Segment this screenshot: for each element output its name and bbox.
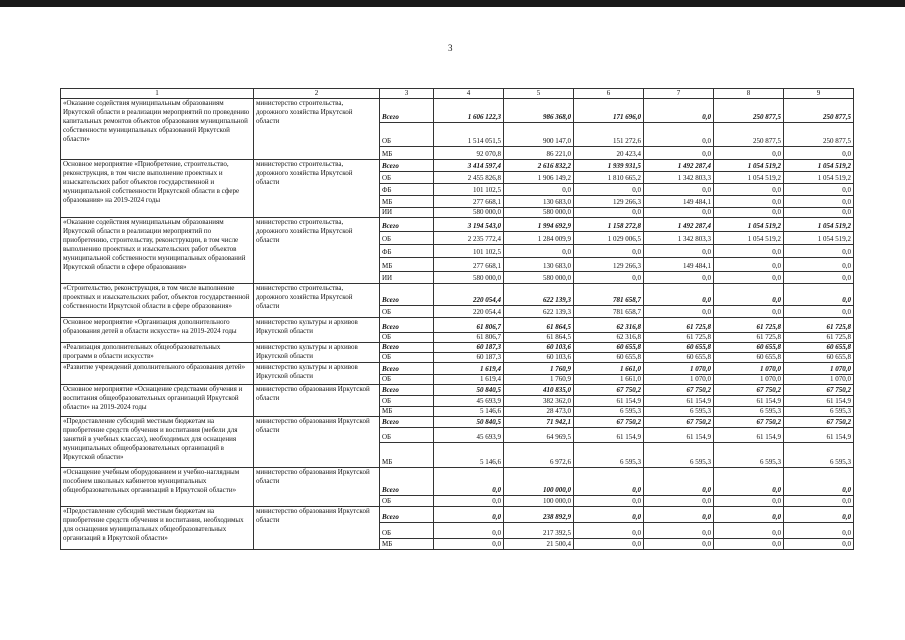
amount-cell: 1 070,0 — [714, 363, 784, 375]
amount-cell: 60 655,8 — [574, 343, 644, 353]
amount-cell: 101 102,5 — [434, 184, 504, 196]
amount-cell: 149 484,1 — [644, 196, 714, 208]
amount-cell: 100 000,0 — [504, 496, 574, 507]
amount-cell: 92 070,8 — [434, 147, 504, 160]
amount-cell: 1 661,0 — [574, 375, 644, 385]
responsible-executor: министерство строительства, дорожного хозяйства Иркутской области — [254, 99, 380, 160]
amount-cell: 0,0 — [714, 284, 784, 306]
table-row — [61, 318, 854, 333]
amount-cell: 1 054 519,2 — [714, 160, 784, 172]
amount-cell: 622 139,3 — [504, 284, 574, 306]
amount-cell: 1 284 009,9 — [504, 232, 574, 245]
amount-cell: 0,0 — [434, 496, 504, 507]
responsible-executor: министерство культуры и архивов Иркутской области — [254, 343, 380, 363]
amount-cell: 171 696,0 — [574, 99, 644, 123]
amount-cell: 0,0 — [784, 272, 854, 284]
amount-cell: 6 595,3 — [644, 407, 714, 417]
amount-cell: 6 595,3 — [574, 407, 644, 417]
amount-cell: 0,0 — [714, 147, 784, 160]
amount-cell: 60 655,8 — [714, 353, 784, 363]
amount-cell: 0,0 — [574, 208, 644, 218]
activity-description: Основное мероприятие «Организация дополнительного образования детей в области искусств» на 2019-2024 годы — [61, 318, 254, 343]
amount-cell: 61 154,9 — [714, 428, 784, 443]
funding-source: Всего — [380, 343, 434, 353]
amount-cell: 67 750,2 — [714, 385, 784, 396]
amount-cell: 238 892,9 — [504, 507, 574, 523]
funding-source: ИИ — [380, 208, 434, 218]
amount-cell: 0,0 — [784, 147, 854, 160]
amount-cell: 1 514 051,5 — [434, 123, 504, 147]
amount-cell: 0,0 — [714, 539, 784, 550]
amount-cell: 61 154,9 — [574, 428, 644, 443]
amount-cell: 1 906 149,2 — [504, 172, 574, 184]
amount-cell: 0,0 — [644, 99, 714, 123]
amount-cell: 0,0 — [644, 496, 714, 507]
funding-source: Всего — [380, 284, 434, 306]
amount-cell: 410 835,0 — [504, 385, 574, 396]
amount-cell: 60 187,3 — [434, 343, 504, 353]
amount-cell: 6 595,3 — [714, 407, 784, 417]
amount-cell: 0,0 — [714, 523, 784, 539]
amount-cell: 6 595,3 — [644, 443, 714, 468]
amount-cell: 1 760,9 — [504, 363, 574, 375]
column-header: 9 — [784, 89, 854, 99]
table-body — [61, 89, 854, 550]
amount-cell: 61 154,9 — [644, 428, 714, 443]
funding-source: ОБ — [380, 353, 434, 363]
table-row — [61, 363, 854, 375]
funding-source: МБ — [380, 147, 434, 160]
amount-cell: 1 070,0 — [784, 363, 854, 375]
funding-source: МБ — [380, 539, 434, 550]
amount-cell: 0,0 — [644, 306, 714, 318]
amount-cell: 6 595,3 — [574, 443, 644, 468]
amount-cell: 61 154,9 — [714, 396, 784, 407]
activity-description: «Строительство, реконструкция, в том числе выполнение проектных и изыскательских работ, объектов государственной собственности Иркутской области в сфере образования» — [61, 284, 254, 318]
amount-cell: 2 455 826,8 — [434, 172, 504, 184]
amount-cell: 60 655,8 — [644, 343, 714, 353]
amount-cell: 64 969,5 — [504, 428, 574, 443]
amount-cell: 0,0 — [714, 496, 784, 507]
funding-source: Всего — [380, 318, 434, 333]
amount-cell: 0,0 — [644, 184, 714, 196]
amount-cell: 1 070,0 — [644, 375, 714, 385]
amount-cell: 0,0 — [574, 272, 644, 284]
amount-cell: 71 942,1 — [504, 417, 574, 428]
amount-cell: 0,0 — [714, 507, 784, 523]
responsible-executor: министерство образования Иркутской области — [254, 417, 380, 468]
funding-source: МБ — [380, 407, 434, 417]
funding-source: Всего — [380, 363, 434, 375]
funding-source: ОБ — [380, 232, 434, 245]
amount-cell: 0,0 — [714, 184, 784, 196]
table-row — [61, 343, 854, 353]
amount-cell: 0,0 — [574, 184, 644, 196]
amount-cell: 61 154,9 — [574, 396, 644, 407]
funding-source: Всего — [380, 218, 434, 232]
amount-cell: 0,0 — [644, 147, 714, 160]
amount-cell: 277 668,1 — [434, 196, 504, 208]
amount-cell: 0,0 — [644, 523, 714, 539]
activity-description: «Оказание содействия муниципальным образованиям Иркутской области в реализации мероприятий по проведению капитальных ремонтов объектов образования муниципальной собственности муниципальных образований Иркутской области» — [61, 99, 254, 160]
amount-cell: 1 342 803,3 — [644, 172, 714, 184]
amount-cell: 277 668,1 — [434, 258, 504, 272]
page-number: 3 — [448, 43, 453, 53]
amount-cell: 0,0 — [784, 258, 854, 272]
amount-cell: 1 054 519,2 — [784, 160, 854, 172]
amount-cell: 5 146,6 — [434, 407, 504, 417]
column-header: 7 — [644, 89, 714, 99]
amount-cell: 1 760,9 — [504, 375, 574, 385]
amount-cell: 60 655,8 — [574, 353, 644, 363]
amount-cell: 61 806,7 — [434, 333, 504, 343]
funding-source: ФБ — [380, 245, 434, 258]
amount-cell: 0,0 — [784, 184, 854, 196]
amount-cell: 250 877,5 — [714, 123, 784, 147]
amount-cell: 61 725,8 — [784, 333, 854, 343]
table-row — [61, 417, 854, 428]
amount-cell: 1 342 803,3 — [644, 232, 714, 245]
amount-cell: 0,0 — [644, 539, 714, 550]
amount-cell: 61 154,9 — [644, 396, 714, 407]
table-row — [61, 218, 854, 232]
amount-cell: 0,0 — [434, 507, 504, 523]
amount-cell: 0,0 — [784, 245, 854, 258]
funding-source: Всего — [380, 160, 434, 172]
amount-cell: 1 492 287,4 — [644, 218, 714, 232]
amount-cell: 1 054 519,2 — [784, 232, 854, 245]
funding-source: ОБ — [380, 333, 434, 343]
amount-cell: 0,0 — [574, 523, 644, 539]
funding-source: Всего — [380, 468, 434, 496]
activity-description: «Оснащение учебным оборудованием и учебно-наглядным пособием школьных кабинетов муниципальных общеобразовательных организаций в Иркутской области» — [61, 468, 254, 507]
amount-cell: 0,0 — [644, 507, 714, 523]
amount-cell: 100 000,0 — [504, 468, 574, 496]
activity-description: «Оказание содействия муниципальным образованиям Иркутской области в реализации мероприятий по приобретению, строительству, реконструкции, в том числе выполнению проектных и изыскательских работ объектов муниципальной собственности муниципальных образований Иркутской области в сфере образования» — [61, 218, 254, 284]
activity-description: Основное мероприятие «Приобретение, строительство, реконструкция, в том числе выполнение проектных и изыскательских работ объектов государственной и муниципальной собственности Иркутской области в сфере образования» на 2019-2024 годы — [61, 160, 254, 218]
amount-cell: 61 725,8 — [644, 333, 714, 343]
amount-cell: 67 750,2 — [574, 417, 644, 428]
budget-table — [60, 88, 854, 550]
amount-cell: 129 266,3 — [574, 258, 644, 272]
amount-cell: 1 994 692,9 — [504, 218, 574, 232]
table-row — [61, 385, 854, 396]
column-header: 2 — [254, 89, 380, 99]
amount-cell: 1 070,0 — [784, 375, 854, 385]
amount-cell: 1 492 287,4 — [644, 160, 714, 172]
amount-cell: 67 750,2 — [784, 385, 854, 396]
amount-cell: 2 616 832,2 — [504, 160, 574, 172]
top-border-bar — [0, 0, 905, 7]
amount-cell: 0,0 — [784, 496, 854, 507]
amount-cell: 0,0 — [784, 306, 854, 318]
activity-description: «Предоставление субсидий местным бюджетам на приобретение средств обучения и воспитания (мебели для занятий в учебных классах), необходимых для оснащения муниципальных общеобразовательных организаций в Иркутской области» — [61, 417, 254, 468]
amount-cell: 0,0 — [644, 208, 714, 218]
amount-cell: 0,0 — [434, 539, 504, 550]
amount-cell: 580 000,0 — [434, 272, 504, 284]
amount-cell: 0,0 — [644, 468, 714, 496]
amount-cell: 1 054 519,2 — [784, 218, 854, 232]
amount-cell: 0,0 — [714, 196, 784, 208]
amount-cell: 62 316,8 — [574, 318, 644, 333]
funding-source: МБ — [380, 443, 434, 468]
activity-description: «Реализация дополнительных общеобразовательных программ в области искусств» — [61, 343, 254, 363]
amount-cell: 1 619,4 — [434, 375, 504, 385]
amount-cell: 1 054 519,2 — [714, 172, 784, 184]
amount-cell: 580 000,0 — [504, 208, 574, 218]
column-header: 1 — [61, 89, 254, 99]
amount-cell: 6 595,3 — [784, 407, 854, 417]
amount-cell: 250 877,5 — [714, 99, 784, 123]
amount-cell: 0,0 — [784, 507, 854, 523]
activity-description: «Развитие учреждений дополнительного образования детей» — [61, 363, 254, 385]
amount-cell: 28 473,0 — [504, 407, 574, 417]
amount-cell: 20 423,4 — [574, 147, 644, 160]
amount-cell: 60 655,8 — [644, 353, 714, 363]
amount-cell: 5 146,6 — [434, 443, 504, 468]
table-row — [61, 507, 854, 523]
amount-cell: 0,0 — [574, 496, 644, 507]
amount-cell: 220 054,4 — [434, 306, 504, 318]
amount-cell: 61 725,8 — [714, 333, 784, 343]
funding-source: Всего — [380, 417, 434, 428]
amount-cell: 382 362,0 — [504, 396, 574, 407]
responsible-executor: министерство образования Иркутской области — [254, 468, 380, 507]
column-header: 5 — [504, 89, 574, 99]
amount-cell: 1 054 519,2 — [714, 218, 784, 232]
amount-cell: 101 102,5 — [434, 245, 504, 258]
amount-cell: 0,0 — [714, 468, 784, 496]
amount-cell: 60 655,8 — [784, 343, 854, 353]
amount-cell: 50 840,5 — [434, 417, 504, 428]
funding-source: ФБ — [380, 184, 434, 196]
amount-cell: 0,0 — [784, 468, 854, 496]
amount-cell: 45 693,9 — [434, 396, 504, 407]
amount-cell: 3 194 543,0 — [434, 218, 504, 232]
amount-cell: 0,0 — [574, 507, 644, 523]
amount-cell: 0,0 — [784, 539, 854, 550]
amount-cell: 60 103,6 — [504, 343, 574, 353]
table-row — [61, 284, 854, 306]
responsible-executor: министерство образования Иркутской области — [254, 507, 380, 550]
amount-cell: 0,0 — [574, 468, 644, 496]
column-header: 8 — [714, 89, 784, 99]
responsible-executor: министерство строительства, дорожного хозяйства Иркутской области — [254, 160, 380, 218]
amount-cell: 0,0 — [784, 523, 854, 539]
amount-cell: 1 661,0 — [574, 363, 644, 375]
amount-cell: 0,0 — [644, 123, 714, 147]
amount-cell: 0,0 — [714, 272, 784, 284]
funding-source: ОБ — [380, 496, 434, 507]
amount-cell: 0,0 — [714, 245, 784, 258]
amount-cell: 622 139,3 — [504, 306, 574, 318]
amount-cell: 6 595,3 — [784, 443, 854, 468]
amount-cell: 0,0 — [784, 208, 854, 218]
funding-source: МБ — [380, 258, 434, 272]
amount-cell: 1 939 931,5 — [574, 160, 644, 172]
amount-cell: 61 725,8 — [784, 318, 854, 333]
amount-cell: 250 877,5 — [784, 123, 854, 147]
amount-cell: 151 272,6 — [574, 123, 644, 147]
amount-cell: 61 806,7 — [434, 318, 504, 333]
amount-cell: 900 147,0 — [504, 123, 574, 147]
amount-cell: 0,0 — [504, 184, 574, 196]
amount-cell: 0,0 — [784, 196, 854, 208]
amount-cell: 580 000,0 — [434, 208, 504, 218]
funding-source: ОБ — [380, 428, 434, 443]
amount-cell: 1 606 122,3 — [434, 99, 504, 123]
amount-cell: 61 725,8 — [714, 318, 784, 333]
amount-cell: 60 187,3 — [434, 353, 504, 363]
amount-cell: 60 103,6 — [504, 353, 574, 363]
funding-source: Всего — [380, 385, 434, 396]
amount-cell: 61 154,9 — [784, 428, 854, 443]
responsible-executor: министерство строительства, дорожного хозяйства Иркутской области — [254, 284, 380, 318]
amount-cell: 60 655,8 — [714, 343, 784, 353]
amount-cell: 2 235 772,4 — [434, 232, 504, 245]
funding-source: ОБ — [380, 396, 434, 407]
amount-cell: 1 619,4 — [434, 363, 504, 375]
amount-cell: 45 693,9 — [434, 428, 504, 443]
responsible-executor: министерство строительства, дорожного хозяйства Иркутской области — [254, 218, 380, 284]
amount-cell: 0,0 — [434, 468, 504, 496]
amount-cell: 0,0 — [504, 245, 574, 258]
amount-cell: 1 070,0 — [644, 363, 714, 375]
amount-cell: 0,0 — [714, 258, 784, 272]
amount-cell: 580 000,0 — [504, 272, 574, 284]
amount-cell: 1 810 665,2 — [574, 172, 644, 184]
funding-source: Всего — [380, 99, 434, 123]
activity-description: «Предоставление субсидий местным бюджетам на приобретение средств обучения и воспитания, необходимых для оснащения муниципальных общеобразовательных организаций в Иркутской области» — [61, 507, 254, 550]
amount-cell: 0,0 — [644, 272, 714, 284]
amount-cell: 62 316,8 — [574, 333, 644, 343]
amount-cell: 0,0 — [574, 539, 644, 550]
funding-source: МБ — [380, 196, 434, 208]
amount-cell: 67 750,2 — [644, 385, 714, 396]
amount-cell: 986 368,0 — [504, 99, 574, 123]
column-header: 4 — [434, 89, 504, 99]
funding-source: ОБ — [380, 306, 434, 318]
amount-cell: 1 054 519,2 — [784, 172, 854, 184]
amount-cell: 67 750,2 — [574, 385, 644, 396]
responsible-executor: министерство культуры и архивов Иркутской области — [254, 363, 380, 385]
amount-cell: 0,0 — [574, 245, 644, 258]
funding-source: Всего — [380, 507, 434, 523]
amount-cell: 220 054,4 — [434, 284, 504, 306]
amount-cell: 149 484,1 — [644, 258, 714, 272]
column-number-row — [61, 89, 854, 99]
funding-source: ОБ — [380, 375, 434, 385]
amount-cell: 130 683,0 — [504, 258, 574, 272]
amount-cell: 61 725,8 — [644, 318, 714, 333]
amount-cell: 6 595,3 — [714, 443, 784, 468]
amount-cell: 0,0 — [784, 284, 854, 306]
amount-cell: 0,0 — [644, 245, 714, 258]
amount-cell: 130 683,0 — [504, 196, 574, 208]
table-row — [61, 468, 854, 496]
funding-source: ОБ — [380, 123, 434, 147]
amount-cell: 0,0 — [714, 208, 784, 218]
funding-source: ОБ — [380, 172, 434, 184]
amount-cell: 1 054 519,2 — [714, 232, 784, 245]
amount-cell: 61 864,5 — [504, 318, 574, 333]
amount-cell: 1 029 006,5 — [574, 232, 644, 245]
table-row — [61, 99, 854, 123]
responsible-executor: министерство образования Иркутской области — [254, 385, 380, 417]
activity-description: Основное мероприятие «Оснащение средствами обучения и воспитания общеобразовательных организаций Иркутской области» на 2019-2024 годы — [61, 385, 254, 417]
amount-cell: 86 221,0 — [504, 147, 574, 160]
amount-cell: 50 840,5 — [434, 385, 504, 396]
amount-cell: 0,0 — [714, 306, 784, 318]
column-header: 6 — [574, 89, 644, 99]
funding-source: ИИ — [380, 272, 434, 284]
amount-cell: 781 658,7 — [574, 306, 644, 318]
amount-cell: 67 750,2 — [644, 417, 714, 428]
amount-cell: 61 864,5 — [504, 333, 574, 343]
amount-cell: 129 266,3 — [574, 196, 644, 208]
amount-cell: 1 070,0 — [714, 375, 784, 385]
amount-cell: 217 392,5 — [504, 523, 574, 539]
column-header: 3 — [380, 89, 434, 99]
amount-cell: 3 414 597,4 — [434, 160, 504, 172]
amount-cell: 1 158 272,8 — [574, 218, 644, 232]
responsible-executor: министерство культуры и архивов Иркутской области — [254, 318, 380, 343]
amount-cell: 67 750,2 — [784, 417, 854, 428]
amount-cell: 21 500,4 — [504, 539, 574, 550]
funding-source: ОБ — [380, 523, 434, 539]
amount-cell: 0,0 — [434, 523, 504, 539]
amount-cell: 250 877,5 — [784, 99, 854, 123]
amount-cell: 67 750,2 — [714, 417, 784, 428]
table-row — [61, 160, 854, 172]
amount-cell: 6 972,6 — [504, 443, 574, 468]
amount-cell: 60 655,8 — [784, 353, 854, 363]
amount-cell: 781 658,7 — [574, 284, 644, 306]
amount-cell: 0,0 — [644, 284, 714, 306]
amount-cell: 61 154,9 — [784, 396, 854, 407]
